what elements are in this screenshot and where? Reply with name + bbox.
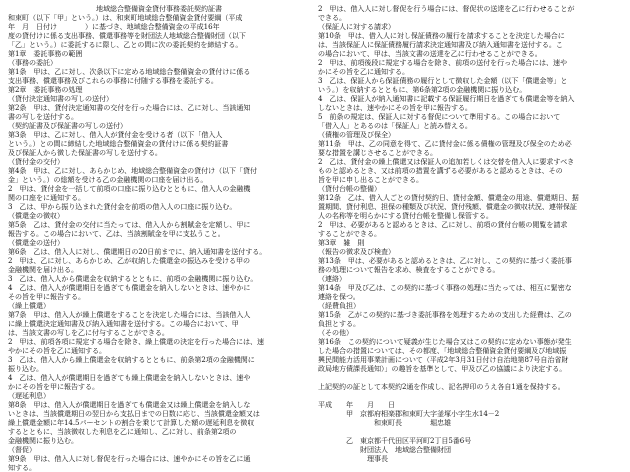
text-line: 第4条 甲は、乙に対し、あらかじめ、地域総合整備資金の貸付け（以下「貸付 — [8, 166, 258, 175]
text-line: 第12条 乙は、借入人ごとの貸付契約日、貸付金額、償還金の用途、償還期日、据 — [318, 193, 579, 202]
text-line: 4 乙は、保証人が納入通知書に記載する保証履行期日を過ぎても償還金等を納入 — [318, 94, 575, 103]
text-line: 置期間、貸付利息、担保の種類及び状況、貸付残額、償還金の徴収状況、連帯保証 — [318, 202, 577, 211]
text-line: （督促） — [8, 445, 36, 454]
text-line: 3 乙は、借入人から繰上償還金を収納するとともに、前条第2項の金融機関に — [8, 355, 255, 364]
text-line: いときは、当該償還期日の翌日から支払日までの日数に応じ、当該償還金額又は — [8, 409, 260, 418]
text-line: 第13条 甲は、必要があると認めるときは、乙に対し、この契約に基づく委託事 — [318, 256, 572, 265]
text-line: は、当該保証人に保証債務履行請求決定通知書及び納入通知書を送付する。こ — [318, 40, 563, 49]
text-line: 関の口座をに通知する。 — [8, 193, 85, 202]
text-line: （事務の委託） — [8, 58, 57, 67]
text-line — [318, 373, 620, 382]
text-line: （貸付決定通知書の写しの送付） — [8, 94, 113, 103]
text-line — [318, 391, 620, 400]
text-line: 「借入人」とあるのは「保証人」と読み替える。 — [318, 121, 472, 130]
text-line: （繰上償還） — [8, 301, 50, 310]
text-line: 人の名称等を明らかにする貸付台帳を整備し保管する。 — [318, 211, 493, 220]
text-line: に繰上償還決定通知書及び納入通知書を送付する。この場合において、甲 — [8, 319, 239, 328]
text-line: 第9条 甲は、借入人に対し督促を行った場合には、速やかにその旨を乙に通 — [8, 454, 251, 463]
text-line: 第1章 委託事務の範囲 — [8, 49, 83, 58]
text-line: 2 甲は、貸付金を一括して前項の口座に振り込むとともに、借入人の金融機 — [8, 184, 251, 193]
text-line: （保証人に対する請求） — [318, 22, 395, 31]
text-line: （債権の管理及び保全） — [318, 130, 395, 139]
text-line: 第14条 甲及び乙は、この契約に基づく事務の処理に当たっては、相互に緊密な — [318, 283, 572, 292]
text-line: 2 甲は、前項各項に規定する場合を除き、繰上償還の決定を行った場合には、速 — [8, 337, 265, 346]
text-line: 知する。 — [8, 463, 36, 472]
text-line: 繰上償還金額に年14.5パーセントの割合を乗じて計算した額の遅延利息を徴収 — [8, 418, 255, 427]
text-line: いう。）を収納するとともに、第6条第2項の金融機関に振り込む。 — [318, 85, 527, 94]
text-line: 「乙」という。）に委託するに際し、乙との間に次の委託契約を締結する。 — [8, 40, 243, 49]
text-line: 報告する。この場合において、乙は、当該割賦金を甲に支払うこと。 — [8, 229, 225, 238]
text-line: 和束町長 堀忠雄 — [318, 418, 451, 427]
text-line: （貸付台帳の整備） — [318, 184, 381, 193]
left-column — [8, 4, 310, 472]
text-line: 2 甲は、乙に対し、あらかじめ、乙が収納した償還金の振込みを受ける甲の — [8, 256, 251, 265]
text-line: できる。 — [318, 13, 346, 22]
right-column — [318, 4, 620, 463]
text-line: 和束町（以下「甲」という。）は、和束町地域総合整備資金貸付要綱（平成 — [8, 13, 243, 22]
text-line: 乙 東京都千代田区平河町2丁目5番6号 — [318, 436, 472, 445]
text-line: 第2章 委託事務の処理 — [8, 85, 83, 94]
text-line: かにその旨を乙に通知する。 — [318, 67, 409, 76]
text-line: 2 甲は、借入人に対し督促を行う場合には、督促状の送達を乙に行わせることが — [318, 4, 575, 13]
text-line: しないときは、速やかにその旨を甲に報告する。 — [318, 103, 472, 112]
text-line: 第1条 甲は、乙に対し、次条以下に定める地域総合整備資金の貸付けに係る — [8, 67, 251, 76]
text-line: （経費負担） — [318, 301, 360, 310]
text-line: 旨を甲に申し出ることができる。 — [318, 175, 423, 184]
text-line: 第2条 甲は、貸付決定通知書の交付を行った場合には、乙に対し、当該通知 — [8, 103, 251, 112]
text-line: という。）との間に締結した地域総合整備資金の貸付けに係る契約証書 — [8, 139, 229, 148]
text-line: （報告の徴求及び検査） — [318, 247, 395, 256]
text-line: 第10条 甲は、借入人に対し保証債務の履行を請求することを決定した場合に — [318, 31, 565, 40]
text-line: 2 甲は、前項後段に規定する場合を除き、前項の送付を行った場合には、速や — [318, 58, 568, 67]
text-line: 年 月 日付け ）に基づき、地域総合整備資金の平成16年 — [8, 22, 220, 31]
text-line: 2 乙は、貸付金の繰上償還又は保証人の追加若しくは交替を借入人に要求すべき — [318, 157, 575, 166]
text-line: 平成 年 月 日 — [318, 400, 395, 409]
text-line: 第15条 乙がこの契約に基づき委託事務を処理するための支出した経費は、乙の — [318, 310, 572, 319]
text-line: 甲 京都府相楽郡和束町大字釜塚小字生水14－2 — [318, 409, 500, 418]
text-line: 振り込む。 — [8, 364, 43, 373]
text-line: （償還金の徴収） — [8, 211, 64, 220]
text-line: （貸付金の交付） — [8, 157, 64, 166]
text-line: 要な措置を講じさせることができる。 — [318, 148, 437, 157]
text-line: 4 乙は、借入人が償還期日を過ぎても償還金を納入しないときは、速やかに — [8, 283, 251, 292]
text-line: 財団法人 地域総合整備財団 — [318, 445, 451, 454]
text-line: （遅延利息） — [8, 391, 50, 400]
text-line: かにその旨を甲に報告する。 — [8, 382, 99, 391]
text-line: 地域総合整備資金貸付事務委託契約証書 — [96, 4, 222, 13]
text-line: 4 乙は、借入人が償還期日を過ぎても繰上償還金を納入しないときは、速や — [8, 373, 251, 382]
text-line: 上記契約の証として本契約2通を作成し、記名押印のうえ各自1通を保持する。 — [318, 382, 565, 391]
text-line: 3 乙は、保証人から保証債務の履行として徴収した金額（以下「償還金等」と — [318, 76, 568, 85]
text-line: （連絡） — [318, 274, 346, 283]
text-line: 金融機関を届け出る。 — [8, 265, 78, 274]
text-line: 第5条 乙は、貸付金の交付に当たっては、借入人から割賦金を定額し、甲に — [8, 220, 251, 229]
text-line: 連絡を保つ。 — [318, 292, 360, 301]
text-line: 3 乙は、甲から振り込まれた貸付金を前項の借入人の口座に振り込む。 — [8, 202, 237, 211]
text-line: するとともに、当該徴収した利息を乙に通知し、乙に対し、前条第2項の — [8, 427, 237, 436]
text-line: 第16条 この契約について疑義が生じた場合又はこの契約に定めない事態が発生 — [318, 337, 572, 346]
text-line: 金」という。）の総額を受ける乙の金融機関の口座を届け出る。 — [8, 175, 208, 184]
text-line: 金融機関に振り込む。 — [8, 436, 78, 445]
text-line: 支出事務、償還事務及びこれらの事務に付随する事務を委託する。 — [8, 76, 218, 85]
text-line: 第11条 甲は、乙の同意を得て、乙に貸付金に係る債権の管理及び保全のため必 — [318, 139, 572, 148]
text-line: 負担とする。 — [318, 319, 360, 328]
text-line: は、当該文書の写しを乙に付与することができる。 — [8, 328, 169, 337]
text-line: 第8条 甲は、借入人が償還期日を過ぎても償還金又は繰上償還金を納入しな — [8, 400, 251, 409]
text-line — [318, 427, 620, 436]
text-line: やかにその旨を乙に通知する。 — [8, 346, 106, 355]
text-line: （契約証書及び保証書の写しの送付） — [8, 121, 127, 130]
text-line: 務の処理について報告を求め、検査をすることができる。 — [318, 265, 500, 274]
text-line: した場合の措置については、その都度、「地域総合整備資金貸付要綱及び地域振 — [318, 346, 567, 355]
text-line: 及び保証人から徴した保証書の写しを送付する。 — [8, 148, 162, 157]
text-line: 2 甲は、必要があると認めるときは、乙に対し、前項の貸付台帳の閲覧を請求 — [318, 220, 568, 229]
text-line: 第3条 甲は、乙に対し、借入人が貸付金を受ける者（以下「借入人 — [8, 130, 223, 139]
text-line: ものと認めるとき、又は前項の措置を講ずる必要があると認めるときは、その — [318, 166, 563, 175]
text-line: （償還金の送付） — [8, 238, 64, 247]
text-line: 政局地方債課長通知）」の趣旨を基準として、甲及び乙の協議により決定する。 — [318, 364, 567, 373]
text-line: 書の写しを送付する。 — [8, 112, 78, 121]
text-line: の場合において、甲は、当該文書の送達を乙に行わせることができる。 — [318, 49, 542, 58]
text-line: 第6条 乙は、借入人に対し、償還期日の20日前までに、納入通知書を送付する。 — [8, 247, 267, 256]
text-line: （その他） — [318, 328, 353, 337]
text-line: 第3章 雑 則 — [318, 238, 365, 247]
text-line: することができる。 — [318, 229, 381, 238]
text-line: 理事長 — [318, 454, 388, 463]
text-line: 興民間能力活用事業計画について（平成2年3月31日付け自治地第87号自治省財 — [318, 355, 569, 364]
text-line: 度の貸付けに係る支出事務、償還事務等を財団法人地域総合整備財団（以下 — [8, 31, 246, 40]
text-line: 3 乙は、借入人から償還金を収納するとともに、前項の金融機関に振り込む。 — [8, 274, 258, 283]
text-line: その旨を甲に報告する。 — [8, 292, 85, 301]
text-line: 5 前条の規定は、保証人に対する督促について準用する。この場合において — [318, 112, 561, 121]
text-line: 第7条 甲は、借入人が繰上償還をすることを決定した場合には、当該借入人 — [8, 310, 251, 319]
